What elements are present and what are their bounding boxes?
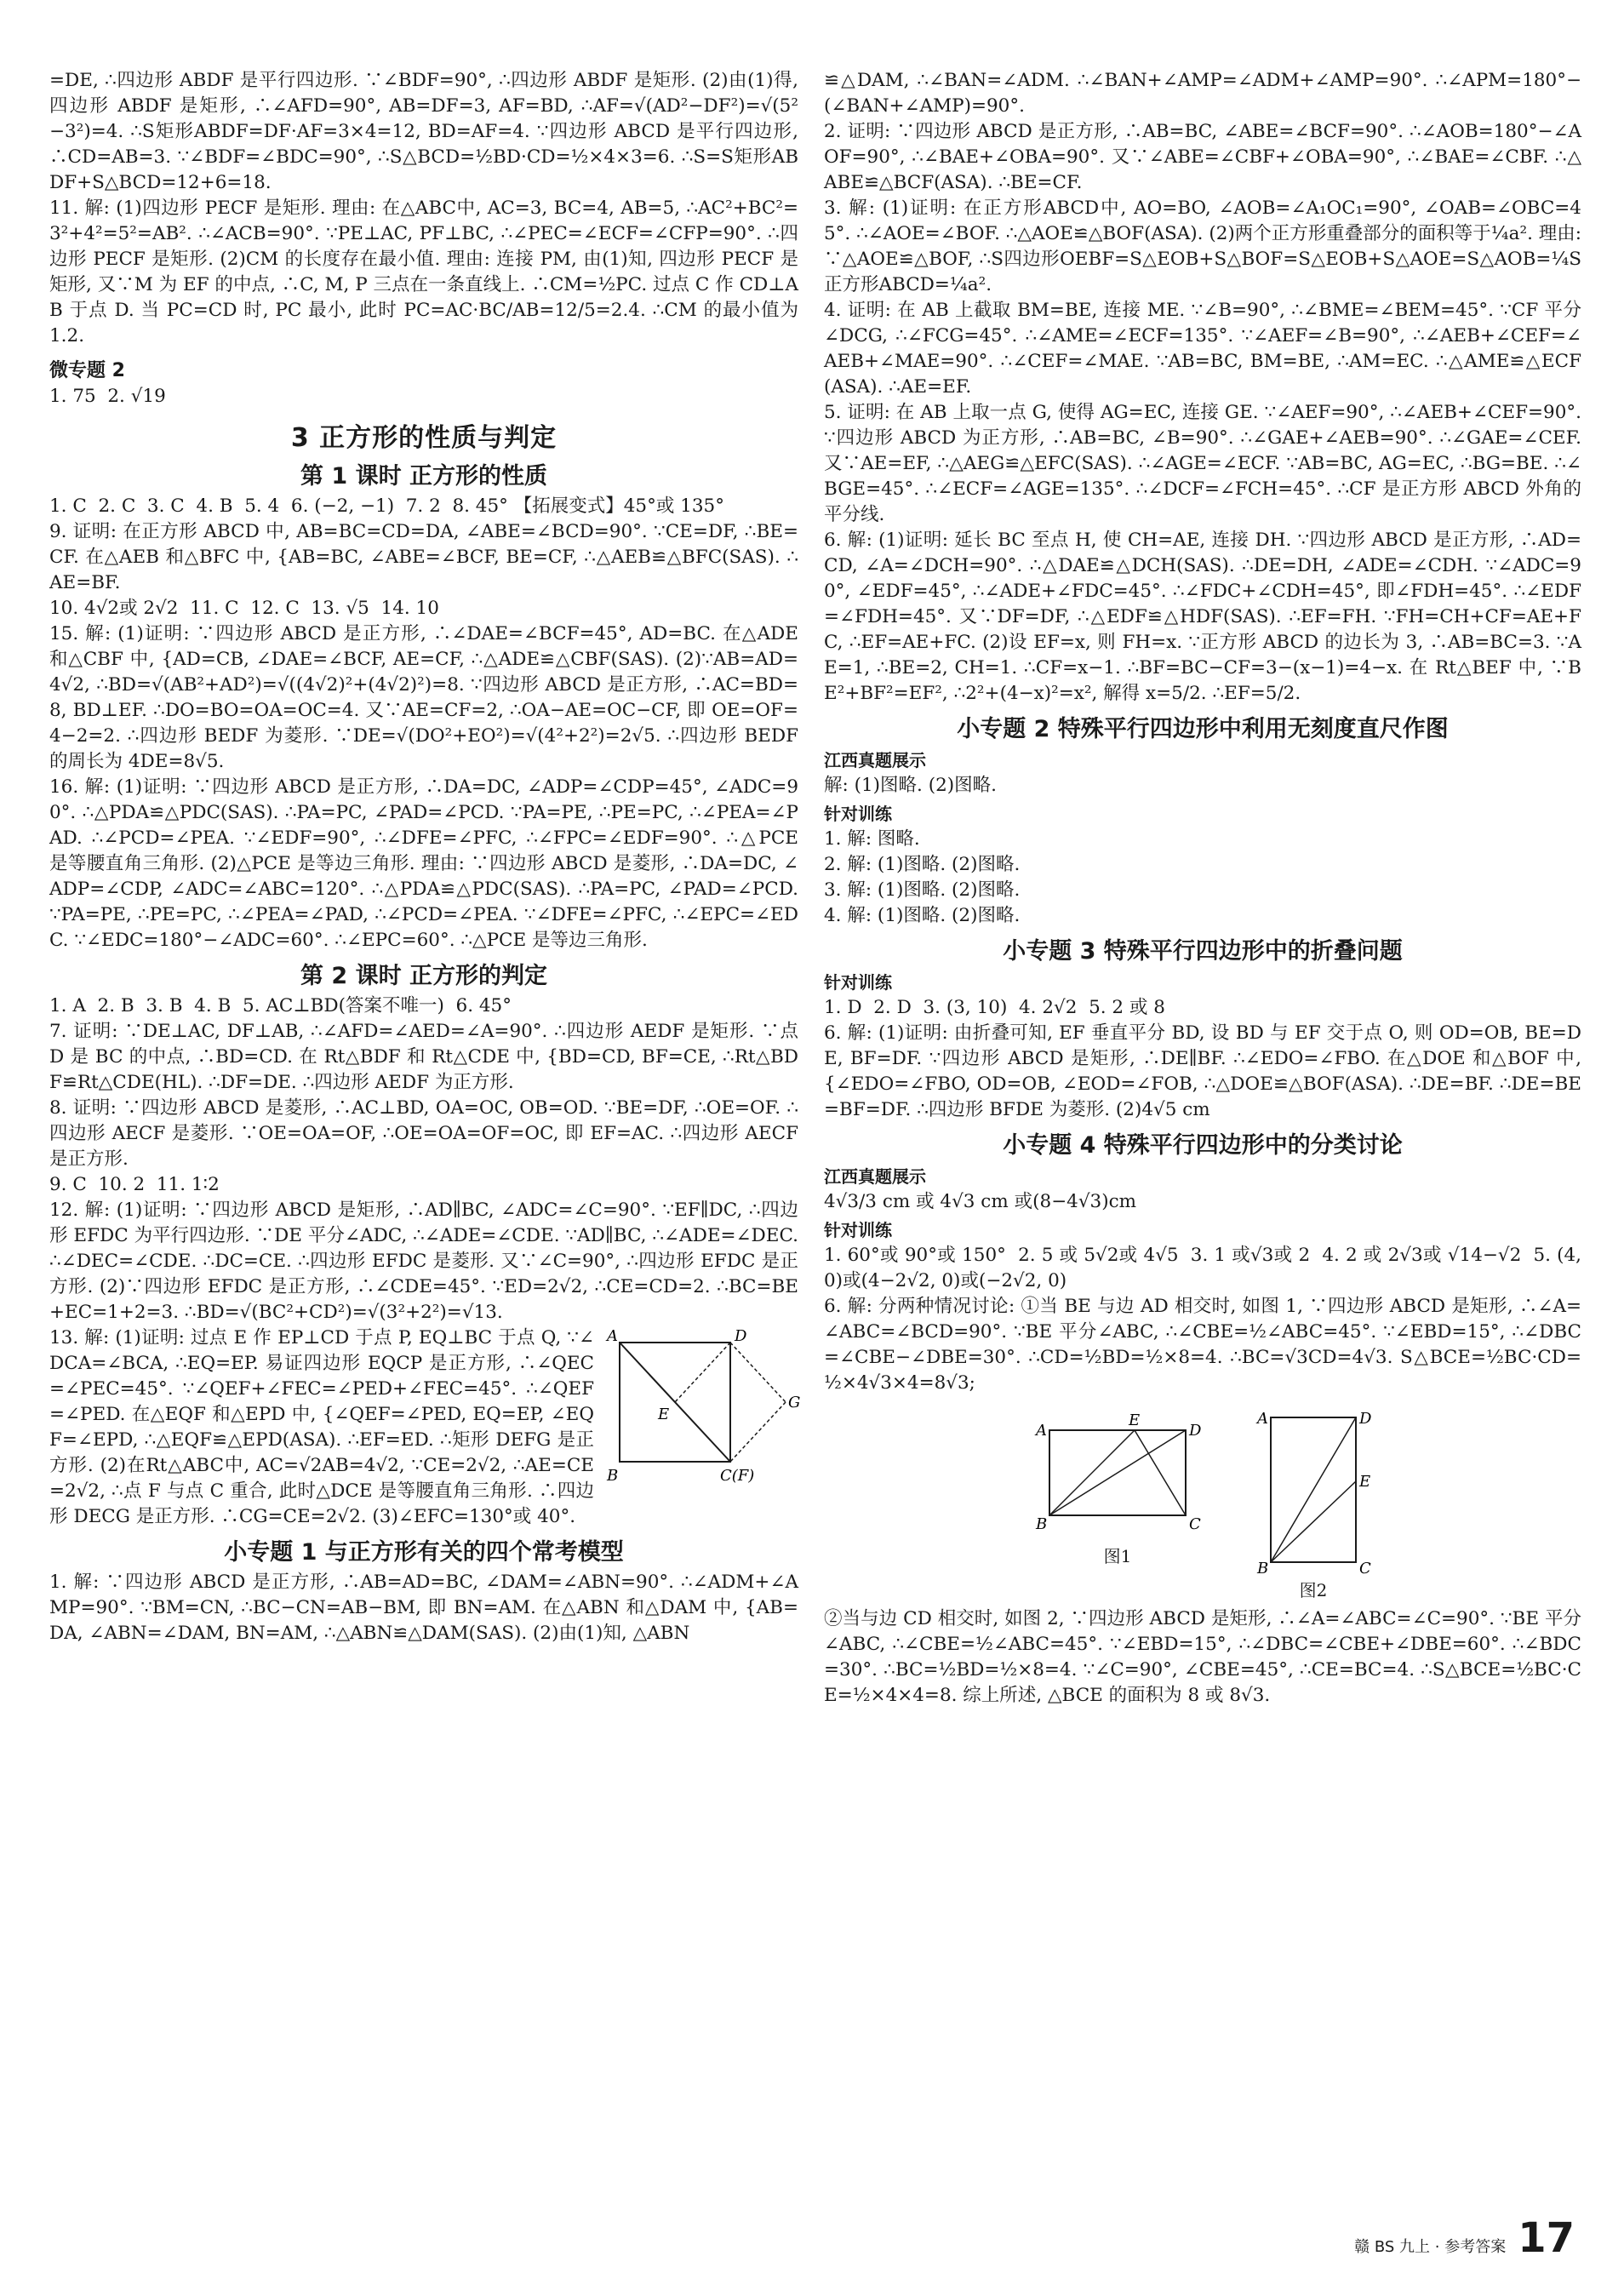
answer-10-continued: =DE, ∴四边形 ABDF 是平行四边形. ∵∠BDF=90°, ∴四边形 ABDF 是矩形. (2)由(1)得, 四边形 ABDF 是矩形, ∴∠AFD=90°, AB=DF=3, AF=BD, ∴AF=√(AD²−DF²)=√(5²−3²)=4. ∴S矩形ABDF=DF·AF=3×4=12, BD=AF=4. ∵四边形 ABCD 是平行四边形, ∴CD=AB=3. ∵∠BDF=∠BDC=90°, ∴S△BCD=½BD·CD=½×4×3=6. ∴S=S矩形ABDF+S△BCD=12+6=18. xyxy=(49,70,804,193)
fig2-label-d: D xyxy=(1359,1410,1372,1428)
lesson-2-title: 第 2 课时 正方形的判定 xyxy=(300,963,547,989)
figure-1-caption: 图1 xyxy=(1103,1546,1132,1566)
section-3-title: 3 正方形的性质与判定 xyxy=(290,423,558,453)
topic-1-answer-1-continued: ≌△DAM, ∴∠BAN=∠ADM. ∴∠BAN+∠AMP=∠ADM+∠AMP=90°. ∴∠APM=180°−(∠BAN+∠AMP)=90°. xyxy=(824,70,1581,117)
topic-4-figures xyxy=(824,1405,1581,1601)
topic-2-jiangxi-answer: 解: (1)图略. (2)图略. xyxy=(824,775,997,796)
topic-3-title: 小专题 3 特殊平行四边形中的折叠问题 xyxy=(1003,938,1403,965)
footer-text: 赣 BS 九上 · 参考答案 xyxy=(1354,2238,1507,2256)
lesson-1-short-answers-2: 10. 4√2或 2√2 11. C 12. C 13. √5 14. 10 xyxy=(49,598,439,619)
lesson-2-short-answers-2: 9. C 10. 2 11. 1∶2 xyxy=(49,1174,220,1195)
page-footer xyxy=(1354,2214,1575,2262)
topic-1-answer-1: 1. 解: ∵四边形 ABCD 是正方形, ∴AB=AD=BC, ∠DAM=∠ABN=90°. ∴∠ADM+∠AMP=90°. ∵BM=CN, ∴BC−CN=AB−BM, 即 BN=AM. 在△ABN 和△DAM 中, {AB=DA, ∠ABN=∠DAM, BN=AM, ∴△ABN≌△DAM(SAS). (2)由(1)知, △ABN xyxy=(49,1572,798,1644)
right-column xyxy=(824,68,1587,1709)
micro-topic-2-answers: 1. 75 2. √19 xyxy=(49,386,166,407)
label-d: D xyxy=(735,1327,747,1345)
fig1-line-bd xyxy=(1049,1430,1186,1515)
lesson-1-answer-16: 16. 解: (1)证明: ∵四边形 ABCD 是正方形, ∴DA=DC, ∠ADP=∠CDP=45°, ∠ADC=90°. ∴△PDA≌△PDC(SAS). ∴PA=PC, ∠PAD=∠PCD. ∵PA=PE, ∴PE=PC, ∴∠PEA=∠PAD. ∴∠PCD=∠PEA. ∵∠EDF=90°, ∴∠DFE=∠PFC, ∴∠FPC=∠EDF=90°. ∴△PCE 是等腰直角三角形. (2)△PCE 是等边三角形. 理由: ∵四边形 ABCD 是菱形, ∴DA=DC, ∠ADP=∠CDP, ∠ADC=∠ABC=120°. ∴△PDA≌△PDC(SAS). ∴PA=PC, ∠PAD=∠PCD. ∵PA=PE, ∴PE=PC, ∴∠PEA=∠PAD, ∴∠PCD=∠PEA. ∵∠DFE=∠PFC, ∴∠EPC=∠EDC. ∵∠EDC=180°−∠ADC=60°. ∴∠EPC=60°. ∴△PCE 是等边三角形. xyxy=(49,776,804,951)
page-number: 17 xyxy=(1518,2214,1575,2262)
fig1-label-a: A xyxy=(1036,1422,1047,1440)
lesson-1-answer-15: 15. 解: (1)证明: ∵四边形 ABCD 是正方形, ∴∠DAE=∠BCF=45°, AD=BC. 在△ADE 和△CBF 中, {AD=CB, ∠DAE=∠BCF, AE=CF, ∴△ADE≌△CBF(SAS). (2)∵AB=AD=4√2, ∴BD=√(AB²+AD²)=√((4√2)²+(4√2)²)=8. ∵四边形 ABCD 是正方形, ∴AC=BD=8, BD⊥EF. ∴DO=BO=OA=OC=4. 又∵AE=CF=2, ∴OA−AE=OC−CF, 即 OE=OF=4−2=2. ∴四边形 BEDF 为菱形. ∵DE=√(DO²+EO²)=√(4²+2²)=2√5. ∴四边形 BEDF 的周长为 4DE=8√5. xyxy=(49,623,804,772)
topic-1-answer-4: 4. 证明: 在 AB 上截取 BM=BE, 连接 ME. ∵∠B=90°, ∴∠BME=∠BEM=45°. ∵CF 平分∠DCG, ∴∠FCG=45°. ∴∠AME=∠ECF=135°. ∵∠AEF=∠B=90°, ∴∠AEB+∠CEF=∠AEB+∠MAE=90°. ∴∠CEF=∠MAE. ∵AB=BC, BM=BE, ∴AM=EC. ∴△AME≌△ECF(ASA). ∴AE=EF. xyxy=(824,300,1581,398)
lesson-2-answer-12: 12. 解: (1)证明: ∵四边形 ABCD 是矩形, ∴AD∥BC, ∠ADC=∠C=90°. ∵EF∥DC, ∴四边形 EFDC 为平行四边形. ∵DE 平分∠ADC, ∴∠ADE=∠CDE. ∵AD∥BC, ∴∠ADE=∠DEC. ∴∠DEC=∠CDE. ∴DC=CE. ∴四边形 EFDC 是菱形. 又∵∠C=90°, ∴四边形 EFDC 是正方形. (2)∵四边形 EFDC 是正方形, ∴∠CDE=45°. ∵ED=2√2, ∴CE=CD=2. ∴BC=BE+EC=1+2=3. ∴BD=√(BC²+CD²)=√(3²+2²)=√13. xyxy=(49,1200,804,1323)
topic-3-training-label: 针对训练 xyxy=(824,972,892,993)
micro-topic-2-title: 微专题 2 xyxy=(49,360,125,381)
fig1-line-be xyxy=(1049,1430,1135,1515)
fig2-label-b: B xyxy=(1257,1560,1269,1577)
topic-2-answer-4: 4. 解: (1)图略. (2)图略. xyxy=(824,905,1021,926)
topic-4-jiangxi-label: 江西真题展示 xyxy=(824,1166,926,1187)
topic-2-title: 小专题 2 特殊平行四边形中利用无刻度直尺作图 xyxy=(957,716,1449,742)
fig2-label-a: A xyxy=(1257,1410,1268,1428)
topic-2-training-label: 针对训练 xyxy=(824,804,892,824)
topic-2-jiangxi-label: 江西真题展示 xyxy=(824,750,926,770)
topic-1-answer-5: 5. 证明: 在 AB 上取一点 G, 使得 AG=EC, 连接 GE. ∵∠AEF=90°, ∴∠AEB+∠CEF=90°. ∵四边形 ABCD 为正方形, ∴AB=BC, ∠B=90°. ∴∠GAE+∠AEB=90°. ∴∠GAE=∠CEF. 又∵AE=EF, ∴△AEG≌△EFC(SAS). ∴∠AGE=∠ECF. ∵AB=BC, AG=EC, ∴BG=BE. ∴∠BGE=45°. ∴∠ECF=∠AGE=135°. ∴∠DCF=∠FCH=45°. ∴CF 是正方形 ABCD 外角的平分线. xyxy=(824,402,1587,525)
square-figure xyxy=(603,1325,801,1491)
fig1-label-d: D xyxy=(1189,1422,1202,1440)
topic-1-title: 小专题 1 与正方形有关的四个常考模型 xyxy=(224,1539,624,1566)
fig2-label-c: C xyxy=(1359,1560,1371,1577)
topic-4-jiangxi-answer: 4√3/3 cm 或 4√3 cm 或(8−4√3)cm xyxy=(824,1191,1137,1212)
square-figure-svg xyxy=(603,1325,801,1487)
figure-1-svg xyxy=(1032,1405,1203,1541)
label-e: E xyxy=(658,1406,670,1423)
topic-4-answer-6-part2: ②当与边 CD 相交时, 如图 2, ∵四边形 ABCD 是矩形, ∴∠A=∠ABC=∠C=90°. ∵BE 平分∠ABC, ∴∠CBE=½∠ABC=45°. ∵∠EBD=15°, ∴∠DBC=∠CBE+∠DBE=60°. ∴∠BDC=30°. ∴BC=½BD=½×8=4. ∵∠C=90°, ∠CBE=45°, ∴CE=BC=4. ∴S△BCE=½BC·CE=½×4×4=8. 综上所述, △BCE 的面积为 8 或 8√3. xyxy=(824,1608,1581,1706)
label-b: B xyxy=(607,1467,619,1485)
label-g: G xyxy=(788,1394,801,1411)
topic-2-answer-3: 3. 解: (1)图略. (2)图略. xyxy=(824,879,1021,901)
fig1-line-ec xyxy=(1135,1430,1186,1515)
figure-2-svg xyxy=(1254,1405,1373,1575)
topic-4-title: 小专题 4 特殊平行四边形中的分类讨论 xyxy=(1003,1132,1403,1159)
fig2-label-e: E xyxy=(1359,1473,1371,1491)
lesson-1-short-answers: 1. C 2. C 3. C 4. B 5. 4 6. (−2, −1) 7. 2 8. 45° 【拓展变式】45°或 135° xyxy=(49,495,724,517)
fig2-line-be xyxy=(1271,1481,1356,1562)
topic-3-short-answers: 1. D 2. D 3. (3, 10) 4. 2√2 5. 2 或 8 xyxy=(824,997,1165,1018)
lesson-1-answer-9: 9. 证明: 在正方形 ABCD 中, AB=BC=CD=DA, ∠ABE=∠BCD=90°. ∵CE=DF, ∴BE=CF. 在△AEB 和△BFC 中, {AB=BC, ∠ABE=∠BCF, BE=CF, ∴△AEB≌△BFC(SAS). ∴AE=BF. xyxy=(49,521,798,593)
lesson-1-title: 第 1 课时 正方形的性质 xyxy=(300,463,547,490)
label-a: A xyxy=(607,1327,618,1345)
lesson-2-answer-7: 7. 证明: ∵DE⊥AC, DF⊥AB, ∴∠AFD=∠AED=∠A=90°. ∴四边形 AEDF 是矩形. ∵点 D 是 BC 的中点, ∴BD=CD. 在 Rt△BDF 和 Rt△CDE 中, {BD=CD, BF=CE, ∴Rt△BDF≌Rt△CDE(HL). ∴DF=DE. ∴四边形 AEDF 为正方形. xyxy=(49,1021,804,1093)
figure-1 xyxy=(1032,1405,1203,1601)
topic-4-answer-6-part1: 6. 解: 分两种情况讨论: ①当 BE 与边 AD 相交时, 如图 1, ∵四边形 ABCD 是矩形, ∴∠A=∠ABC=∠BCD=90°. ∵BE 平分∠ABC, ∴∠CBE=½∠ABC=45°. ∵∠EBD=15°, ∴∠DBC=∠CBE−∠DBE=30°. ∴CD=½BD=½×8=4. ∴BC=√3CD=4√3. S△BCE=½BC·CD=½×4√3×4=8√3; xyxy=(824,1296,1581,1394)
topic-1-answer-3: 3. 解: (1)证明: 在正方形ABCD中, AO=BO, ∠AOB=∠A₁OC₁=90°, ∠OAB=∠OBC=45°. ∴∠AOE=∠BOF. ∴△AOE≌△BOF(ASA). (2)两个正方形重叠部分的面积等于¼a². 理由: ∵△AOE≌△BOF, ∴S四边形OEBF=S△EOB+S△BOF=S△EOB+S△AOE=S△AOB=¼S正方形ABCD=¼a². xyxy=(824,198,1587,295)
topic-4-short-answers: 1. 60°或 90°或 150° 2. 5 或 5√2或 4√5 3. 1 或√3或 2 4. 2 或 2√3或 √14−√2 5. (4, 0)或(4−2√2, 0)或(−2√2, 0) xyxy=(824,1245,1587,1291)
dashed-gc xyxy=(730,1402,786,1462)
topic-2-answer-1: 1. 解: 图略. xyxy=(824,828,920,850)
answer-11: 11. 解: (1)四边形 PECF 是矩形. 理由: 在△ABC中, AC=3, BC=4, AB=5, ∴AC²+BC²=3²+4²=5²=AB². ∴∠ACB=90°. ∵PE⊥AC, PF⊥BC, ∴∠PEC=∠ECF=∠CFP=90°. ∴四边形 PECF 是矩形. (2)CM 的长度存在最小值. 理由: 连接 PM, 由(1)知, 四边形 PECF 是矩形, 又∵M 为 EF 的中点, ∴C, M, P 三点在一条直线上. ∴CM=½PC. 过点 C 作 CD⊥AB 于点 D. 当 PC=CD 时, PC 最小, 此时 PC=AC·BC/AB=12/5=2.4. ∴CM 的最小值为 1.2. xyxy=(49,198,804,346)
fig1-label-b: B xyxy=(1036,1515,1048,1533)
topic-1-answer-2: 2. 证明: ∵四边形 ABCD 是正方形, ∴AB=BC, ∠ABE=∠BCF=90°. ∴∠AOB=180°−∠AOF=90°, ∴∠BAE+∠OBA=90°. 又∵∠ABE=∠CBF+∠OBA=90°, ∴∠BAE=∠CBF. ∴△ABE≌△BCF(ASA). ∴BE=CF. xyxy=(824,121,1581,193)
lesson-2-answer-13: 13. 解: (1)证明: 过点 E 作 EP⊥CD 于点 P, EQ⊥BC 于点 Q, ∵∠DCA=∠BCA, ∴EQ=EP. 易证四边形 EQCP 是正方形, ∴∠QEC=∠PEC=45°. ∵∠QEF+∠FEC=∠PED+∠FEC=45°. ∴∠QEF=∠PED. 在△EQF 和△EPD 中, {∠QEF=∠PED, EQ=EP, ∠EQF=∠EPD, ∴△EQF≌△EPD(ASA). ∴EF=ED. ∴矩形 DEFG 是正方形. (2)在Rt△ABC中, AC=√2AB=4√2, ∵CE=2√2, ∴AE=CE=2√2, ∴点 F 与点 C 重合, 此时△DCE 是等腰直角三角形. ∴四边形 DECG 是正方形. ∴CG=CE=2√2. (3)∠EFC=130°或 40°. xyxy=(49,1327,594,1527)
figure-2 xyxy=(1254,1405,1373,1601)
left-column xyxy=(49,68,804,1646)
topic-4-training-label: 针对训练 xyxy=(824,1220,892,1240)
topic-1-answer-6: 6. 解: (1)证明: 延长 BC 至点 H, 使 CH=AE, 连接 DH. ∵四边形 ABCD 是正方形, ∴AD=CD, ∠A=∠DCH=90°. ∴△DAE≌△DCH(SAS). ∴DE=DH, ∠ADE=∠CDH. ∵∠ADC=90°, ∠EDF=45°, ∴∠ADE+∠FDC=45°. ∴∠FDC+∠CDH=45°, 即∠FDH=45°. ∴∠EDF=∠FDH=45°. 又∵DF=DF, ∴△EDF≌△HDF(SAS). ∴EF=FH. ∵FH=CH+CF=AE+FC, ∴EF=AE+FC. (2)设 EF=x, 则 FH=x. ∵正方形 ABCD 的边长为 3, ∴AB=BC=3. ∵AE=1, ∴BE=2, CH=1. ∴CF=x−1. ∴BF=BC−CF=3−(x−1)=4−x. 在 Rt△BEF 中, ∵BE²+BF²=EF², ∴2²+(4−x)²=x², 解得 x=5/2. ∴EF=5/2. xyxy=(824,530,1581,704)
figure-2-caption: 图2 xyxy=(1299,1580,1328,1600)
topic-3-answer-6: 6. 解: (1)证明: 由折叠可知, EF 垂直平分 BD, 设 BD 与 EF 交于点 O, 则 OD=OB, BE=DE, BF=DF. ∵四边形 ABCD 是矩形, ∴DE∥BF. ∴∠EDO=∠FBO. 在△DOE 和△BOF 中, {∠EDO=∠FBO, OD=OB, ∠EOD=∠FOB, ∴△DOE≌△BOF(ASA). ∴DE=BF. ∴DE=BE=BF=DF. ∴四边形 BFDE 为菱形. (2)4√5 cm xyxy=(824,1022,1587,1120)
lesson-2-answer-8: 8. 证明: ∵四边形 ABCD 是菱形, ∴AC⊥BD, OA=OC, OB=OD. ∵BE=DF, ∴OE=OF. ∴四边形 AECF 是菱形. ∵OE=OA=OF, ∴OE=OA=OF=OC, 即 EF=AC. ∴四边形 AECF 是正方形. xyxy=(49,1097,804,1170)
topic-2-answer-2: 2. 解: (1)图略. (2)图略. xyxy=(824,854,1021,875)
dashed-dg xyxy=(730,1343,786,1402)
dashed-de xyxy=(675,1343,730,1402)
fig2-line-bd xyxy=(1271,1417,1356,1562)
fig1-label-c: C xyxy=(1189,1515,1201,1533)
lesson-2-short-answers: 1. A 2. B 3. B 4. B 5. AC⊥BD(答案不唯一) 6. 45° xyxy=(49,995,512,1016)
fig1-label-e: E xyxy=(1129,1411,1141,1429)
label-cf: C(F) xyxy=(720,1467,755,1485)
